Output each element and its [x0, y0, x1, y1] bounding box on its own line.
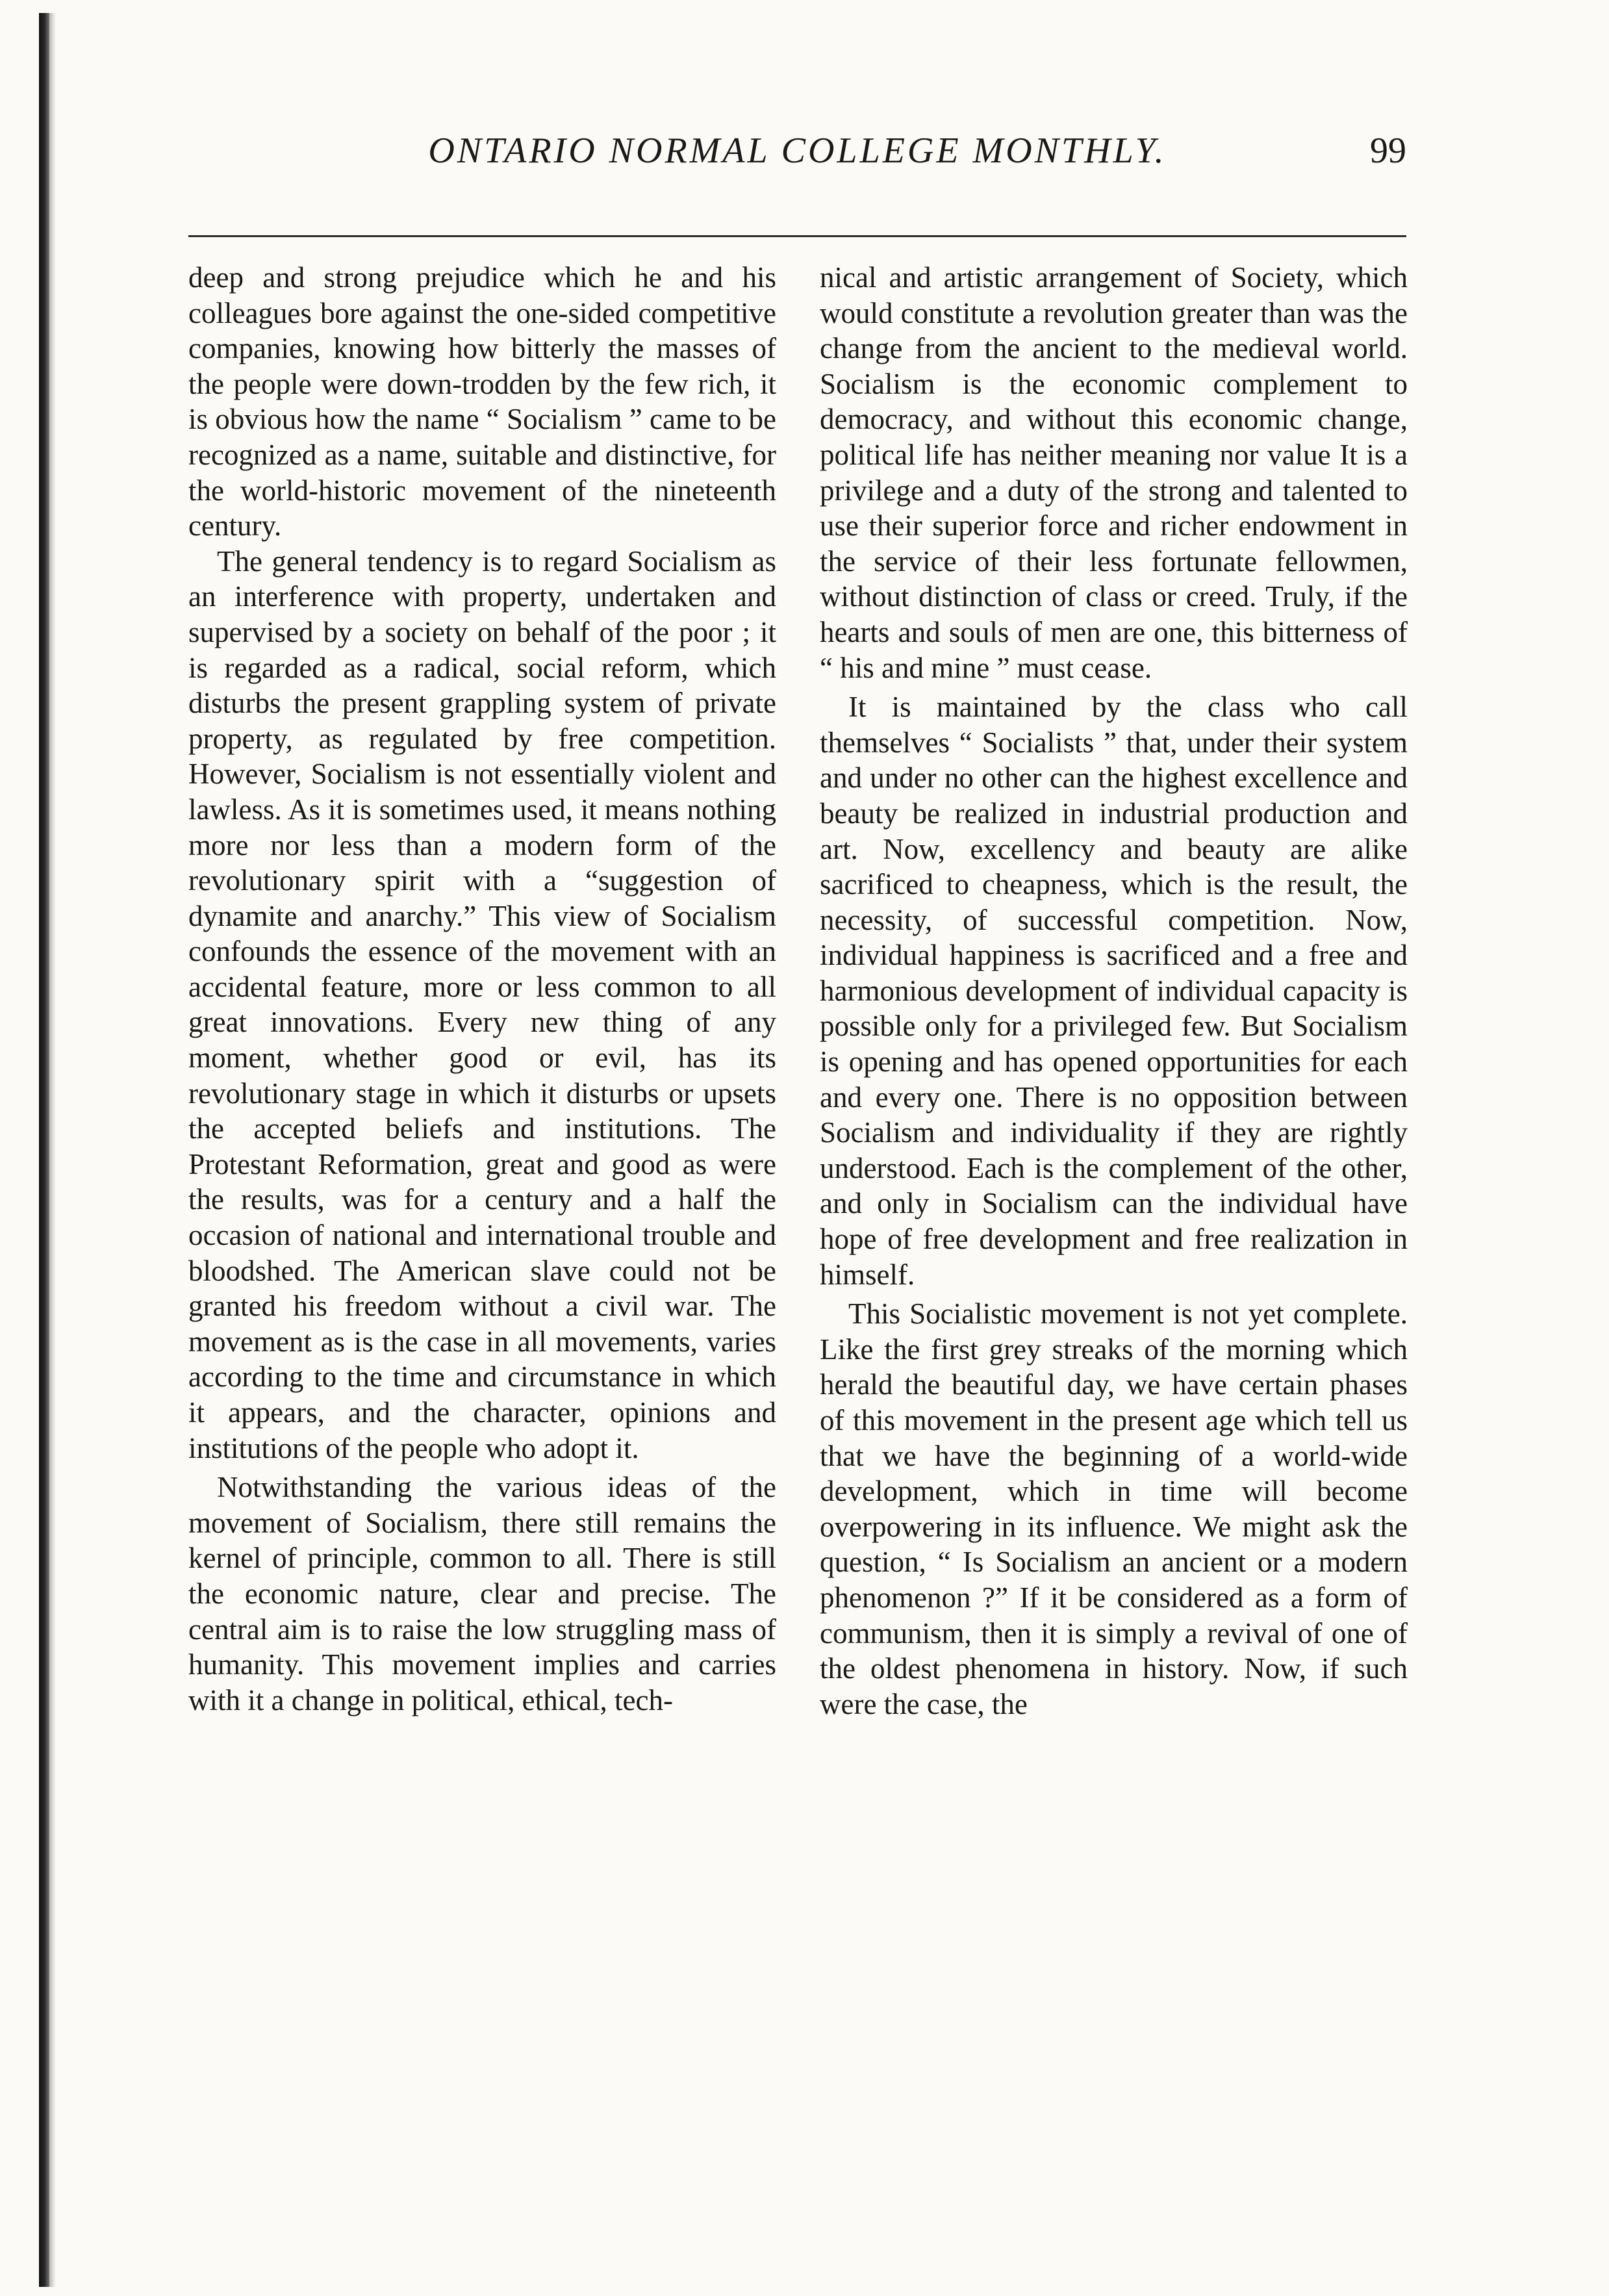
- running-title: ONTARIO NORMAL COLLEGE MONTHLY.: [428, 131, 1167, 171]
- page-number: 99: [1370, 131, 1406, 171]
- paragraph: nical and artistic arrangement of Society, which would constitute a revolution greater than was the change from the ancient to the medieval world. Socialism is the economic complement to democracy, and without this economic change, political life has neither meaning nor value It is a privilege and a duty of the strong and talented to use their superior force and richer endowment in the service of their less fortunate fellowmen, without distinction of class or creed. Truly, if the hearts and souls of men are one, this bitterness of “ his and mine ” must cease.: [820, 261, 1408, 684]
- right-column: [820, 260, 1408, 1722]
- page-binding-edge: [39, 13, 49, 2287]
- paragraph: Notwithstanding the various ideas of the movement of Socialism, there still remains the kernel of principle, common to all. There is still the economic nature, clear and precise. The central aim is to raise the low struggling mass of humanity. This movement implies and carries with it a change in political, ethical, tech-: [188, 1471, 776, 1716]
- paragraph: This Socialistic movement is not yet complete. Like the first grey streaks of the morning which herald the beautiful day, we have certain phases of this movement in the present age which tell us that we have the beginning of a world-wide development, which in time will become overpowering in its influence. We might ask the question, “ Is Socialism an ancient or a modern phenomenon ?” If it be considered as a form of communism, then it is simply a revival of one of the oldest phenomena in history. Now, if such were the case, the: [820, 1297, 1408, 1720]
- page-binding-shadow: [49, 13, 56, 2287]
- paragraph: It is maintained by the class who call themselves “ Socialists ” that, under their system and under no other can the highest excellence and beauty be realized in industrial production and art. Now, excellency and beauty are alike sacrificed to cheapness, which is the result, the necessity, of successful competition. Now, individual happiness is sacrificed and a free and harmonious development of individual capacity is possible only for a privileged few. But Socialism is opening and has opened opportunities for each and every one. There is no opposition between Socialism and individuality if they are rightly understood. Each is the complement of the other, and only in Socialism can the individual have hope of free development and free realization in himself.: [820, 691, 1408, 1291]
- paragraph: The general tendency is to regard Socialism as an interference with property, undertaken and supervised by a society on behalf of the poor ; it is regarded as a radical, social reform, which disturbs the present grappling system of private property, as regulated by free competition. However, Socialism is not essentially violent and lawless. As it is sometimes used, it means nothing more nor less than a modern form of the revolutionary spirit with a “suggestion of dynamite and anarchy.” This view of Socialism confounds the essence of the movement with an accidental feature, more or less common to all great innovations. Every new thing of any moment, whether good or evil, has its revolutionary stage in which it disturbs or upsets the accepted beliefs and institutions. The Protestant Reformation, great and good as were the results, was for a century and a half the occasion of national and international trouble and bloodshed. The American slave could not be granted his freedom without a civil war. The movement as is the case in all movements, varies according to the time and circumstance in which it appears, and the character, opinions and institutions of the people who adopt it.: [188, 544, 776, 1464]
- running-head: [188, 123, 1406, 195]
- header-rule: [188, 235, 1406, 237]
- paragraph: deep and strong prejudice which he and his colleagues bore against the one-sided competitive companies, knowing how bitterly the masses of the people were down-trodden by the few rich, it is obvious how the name “ Socialism ” came to be recognized as a name, suitable and distinctive, for the world-historic movement of the nineteenth century.: [188, 261, 776, 542]
- left-column: [188, 260, 776, 1718]
